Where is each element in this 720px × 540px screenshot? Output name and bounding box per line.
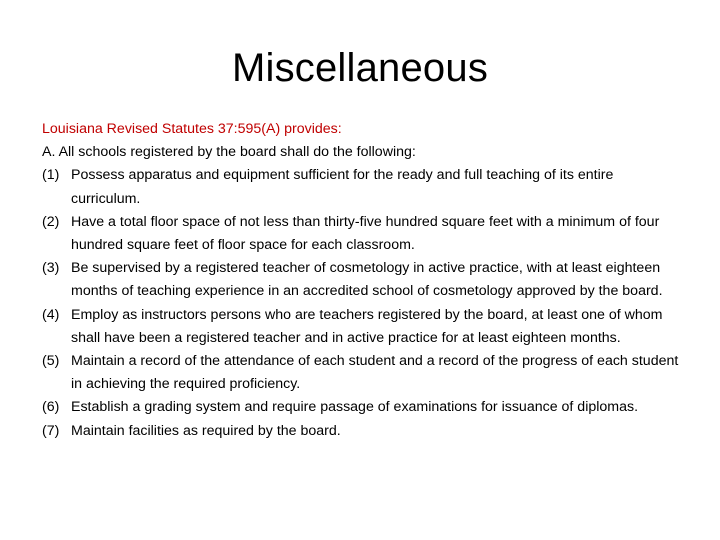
list-item-number: (4) — [42, 306, 60, 323]
list-item — [42, 257, 682, 303]
list-item — [42, 164, 682, 210]
list-item-text: Have a total floor space of not less than thirty-five hundred square feet with a minimum of four hundred square feet of floor space for each classroom. — [71, 213, 660, 254]
list-item-text: Employ as instructors persons who are teachers registered by the board, at least one of whom shall have been a registered teacher and in active practice for at least eighteen months. — [71, 306, 663, 346]
list-item-text: Maintain a record of the attendance of each student and a record of the progress of each student in achieving the required proficiency. — [71, 353, 679, 393]
list-item — [42, 350, 682, 396]
list-item-number: (3) — [42, 260, 60, 277]
intro-line: A. All schools registered by the board shall do the following: — [42, 144, 416, 161]
list-item — [42, 420, 682, 443]
list-item-number: (7) — [42, 422, 60, 439]
slide-title: Miscellaneous — [231, 46, 489, 90]
list-item — [42, 304, 682, 350]
list-item-text: Possess apparatus and equipment sufficient for the ready and full teaching of its entire curriculum. — [71, 167, 614, 207]
list-item — [42, 396, 682, 419]
list-item-text: Establish a grading system and require passage of examinations for issuance of diplomas. — [71, 399, 639, 416]
list-item-number: (2) — [42, 213, 60, 230]
list-item-text: Maintain facilities as required by the board. — [71, 422, 341, 439]
slide-body — [42, 118, 682, 443]
list-item-number: (1) — [42, 167, 60, 184]
list-item-number: (5) — [42, 353, 60, 370]
list-item — [42, 211, 682, 257]
list-item-number: (6) — [42, 399, 60, 416]
list-item-text: Be supervised by a registered teacher of cosmetology in active practice, with at least eighteen months of teaching experience in an accredited school of cosmetology approved by the board. — [71, 260, 663, 300]
statute-heading: Louisiana Revised Statutes 37:595(A) provides: — [42, 121, 342, 137]
